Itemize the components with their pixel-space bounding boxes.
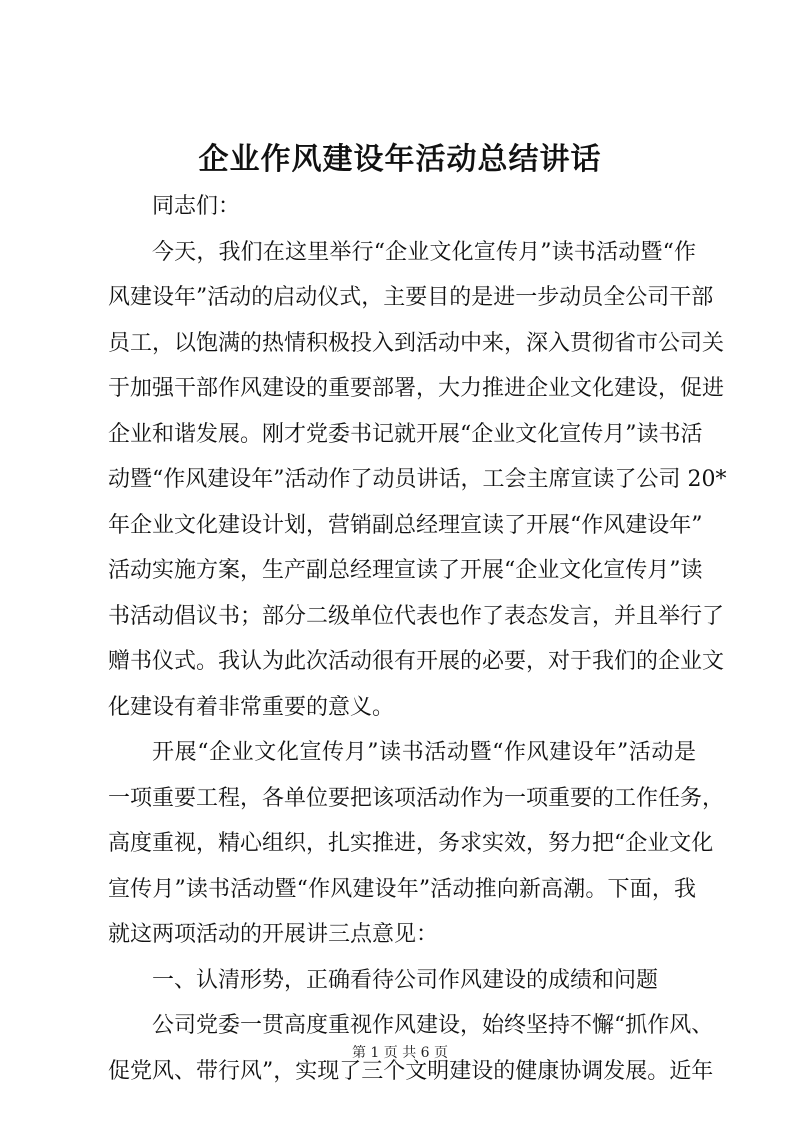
paragraph-1-line: 今天，我们在这里举行“企业文化宣传月”读书活动暨“作 [152,239,696,265]
paragraph-2-line: 高度重视，精心组织，扎实推进，务求实效，努力把“企业文化 [108,831,714,856]
paragraph-1-line: 年企业文化建设计划，营销副总经理宣读了开展“作风建设年” [108,512,703,538]
paragraph-1-line: 赠书仪式。我认为此次活动很有开展的必要，对于我们的企业文 [108,649,725,674]
paragraph-1-line: 企业和谐发展。刚才党委书记就开展“企业文化宣传月”读书活 [108,421,703,447]
salutation-line: 同志们： [152,194,241,219]
paragraph-2-line: 宣传月”读书活动暨“作风建设年”活动推向新高潮。下面，我 [108,876,696,902]
paragraph-2-line: 开展“企业文化宣传月”读书活动暨“作风建设年”活动是 [152,740,696,765]
section-heading: 一、认清形势，正确看待公司作风建设的成绩和问题 [152,967,659,993]
paragraph-1-line: 书活动倡议书；部分二级单位代表也作了表态发言，并且举行了 [108,603,725,629]
paragraph-3-line: 公司党委一贯高度重视作风建设，始终坚持不懈“抓作风、 [152,1013,714,1038]
paragraph-1-line: 化建设有着非常重要的意义。 [108,694,395,720]
paragraph-3-line: 促党风、带行风”，实现了三个文明建设的健康协调发展。近年 [108,1058,714,1084]
paragraph-1-line: 活动实施方案，生产副总经理宣读了开展“企业文化宣传月”读 [108,558,703,583]
page-number-footer: 第 1 页 共 6 页 [351,1045,449,1061]
paragraph-1-line: 于加强干部作风建设的重要部署，大力推进企业文化建设，促进 [108,376,725,401]
paragraph-1-line: 员工，以饱满的热情积极投入到活动中来，深入贯彻省市公司关 [108,330,725,356]
document-body [108,184,727,1094]
document-title: 企业作风建设年活动总结讲话 [198,142,602,177]
paragraph-1-line: 动暨“作风建设年”活动作了动员讲话，工会主席宣读了公司 20* [108,467,727,492]
paragraph-1-line: 风建设年”活动的启动仪式，主要目的是进一步动员全公司干部 [108,285,714,310]
paragraph-2-line: 就这两项活动的开展讲三点意见： [108,922,439,947]
paragraph-2-line: 一项重要工程，各单位要把该项活动作为一项重要的工作任务， [108,785,725,811]
